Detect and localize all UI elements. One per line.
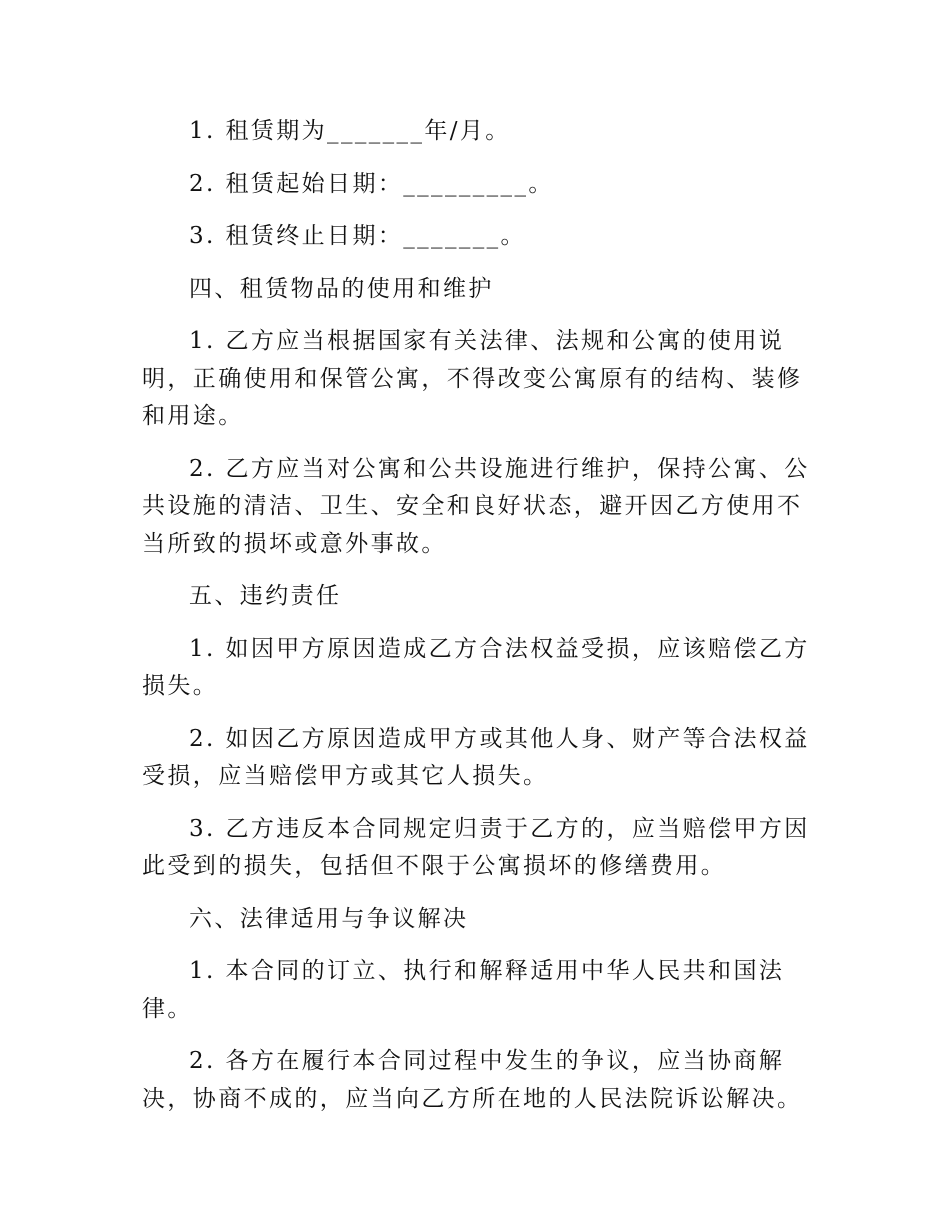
law-disputes-clause-1: 1. 本合同的订立、执行和解释适用中华人民共和国法律。 bbox=[142, 958, 785, 1022]
use-maintenance-clause-1: 1. 乙方应当根据国家有关法律、法规和公寓的使用说明，正确使用和保管公寓，不得改变公寓原有的结构、装修和用途。 bbox=[142, 328, 803, 429]
lease-term-clause: 1. 租赁期为_______年/月。 bbox=[189, 118, 511, 144]
breach-liability-clause-2: 2. 如因乙方原因造成甲方或其他人身、财产等合法权益受损，应当赔偿甲方或其它人损失。 bbox=[142, 725, 810, 789]
law-disputes-clause-2: 2. 各方在履行本合同过程中发生的争议，应当协商解决，协商不成的，应当向乙方所在地的人民法院诉讼解决。 bbox=[142, 1048, 803, 1112]
section-heading-breach-liability: 五、违约责任 bbox=[189, 583, 342, 609]
section-heading-law-disputes: 六、法律适用与争议解决 bbox=[189, 905, 469, 932]
lease-start-date-clause: 2. 租赁起始日期：_________。 bbox=[189, 170, 554, 197]
breach-liability-clause-1: 1. 如因甲方原因造成乙方合法权益受损，应该赔偿乙方损失。 bbox=[142, 635, 810, 699]
section-heading-use-maintenance: 四、租赁物品的使用和维护 bbox=[189, 275, 494, 302]
document-body bbox=[142, 113, 812, 1133]
breach-liability-clause-3: 3. 乙方违反本合同规定归责于乙方的，应当赔偿甲方因此受到的损失，包括但不限于公寓损坏的修缮费用。 bbox=[142, 815, 810, 879]
lease-end-date-clause: 3. 租赁终止日期：_______。 bbox=[189, 223, 526, 249]
use-maintenance-clause-2: 2. 乙方应当对公寓和公共设施进行维护，保持公寓、公共设施的清洁、卫生、安全和良好状态，避开因乙方使用不当所致的损坏或意外事故。 bbox=[142, 455, 810, 557]
